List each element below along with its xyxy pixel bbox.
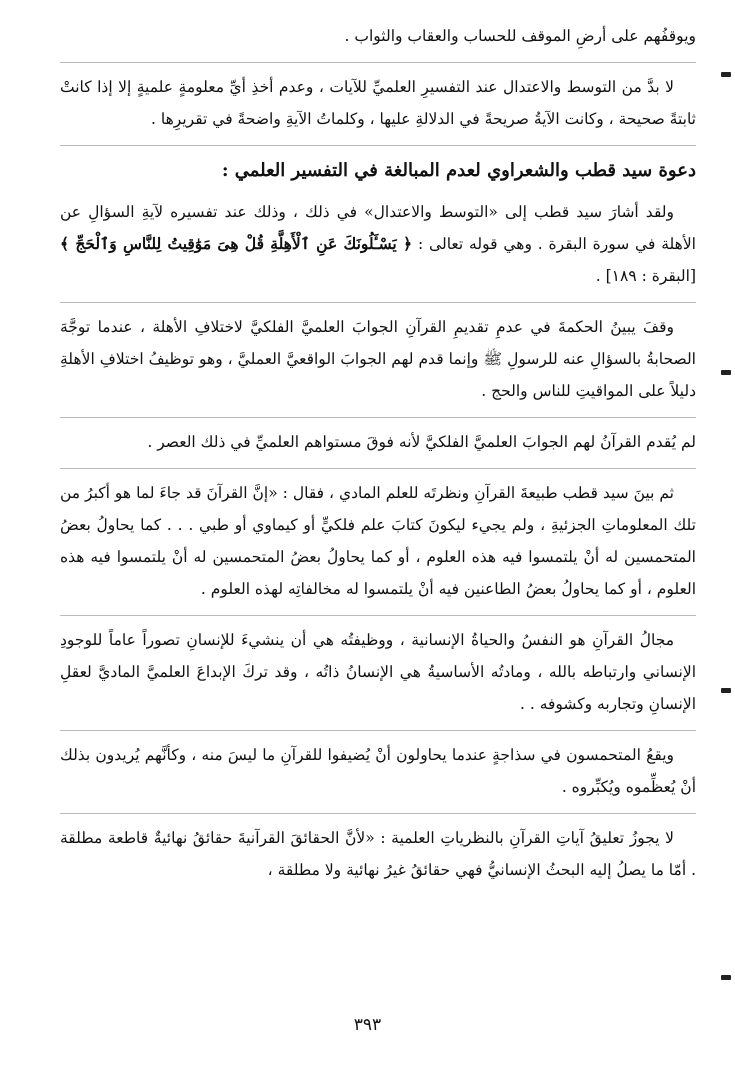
verse-reference: [البقرة : ١٨٩] . bbox=[595, 267, 696, 285]
margin-mark bbox=[721, 72, 731, 77]
page-body bbox=[60, 20, 696, 896]
paragraph-divider bbox=[60, 468, 696, 469]
paragraph-divider bbox=[60, 813, 696, 814]
margin-mark bbox=[721, 975, 731, 980]
page-number: ٣٩٣ bbox=[353, 1015, 382, 1035]
paragraph-divider bbox=[60, 730, 696, 731]
paragraph-astronomy: لم يُقدم القرآنُ لهم الجوابَ العلميَّ الفلكيَّ لأنه فوقَ مستواهم العلميِّ في ذلك العصر . bbox=[147, 433, 696, 451]
quran-verse: ﴿ يَسْـَٔلُونَكَ عَنِ ٱلْأَهِلَّةِ قُلْ هِىَ مَوَٰقِيتُ لِلنَّاسِ وَٱلْحَجِّ ﴾ bbox=[60, 234, 413, 253]
paragraph-enthusiasts: ويقعُ المتحمسون في سذاجةٍ عندما يحاولون أنْ يُضيفوا للقرآنِ ما ليسَ منه ، وكأنَّهم يُريدون بذلك أنْ يُعظِّموه ويُكبِّروه . bbox=[60, 746, 696, 796]
paragraph-scientific-theories: لا يجوزُ تعليقُ آياتِ القرآنِ بالنظرياتِ العلمية : «لأنَّ الحقائقَ القرآنيةَ حقائقُ نهائيةٌ قاطعة مطلقة . أمّا ما يصلُ إليه البحثُ الإنسانيُّ فهي حقائقُ غيرُ نهائية ولا مطلقة ، bbox=[60, 829, 696, 879]
paragraph-quran-domain: مجالُ القرآنِ هو النفسُ والحياةُ الإنسانية ، ووظيفتُه هي أن ينشيءَ للإنسانِ تصوراً عاماً للوجودِ الإنساني وارتباطه بالله ، ومادتُه الأساسيةُ هي الإنسانُ ذاتُه ، وقد تركَ الإبداعَ العلميَّ الماديَّ لعقلِ الإنسانِ وتجاربه وكشوفه . . bbox=[60, 631, 696, 713]
paragraph-intro-end: ويوقفُهم على أرضِ الموقف للحساب والعقاب والثواب . bbox=[344, 27, 696, 45]
paragraph-sayyid-qutb-reference bbox=[60, 196, 696, 292]
paragraph-text: ولقد أشارَ سيد قطب إلى «التوسط والاعتدال» في ذلك ، وذلك عند تفسيره لآيةِ السؤالِ عن الأهلة في سورة البقرة . وهي قوله تعالى : bbox=[60, 203, 696, 253]
paragraph-moderation: لا بدَّ من التوسط والاعتدال عند التفسيرِ العلميِّ للآيات ، وعدم أخذِ أيِّ معلومةٍ علميةٍ إلا إذا كانتْ ثابتةً صحيحة ، وكانت الآيةُ صريحةً في الدلالةِ عليها ، وكلماتُ الآيةِ واضحةً في تقريرِها . bbox=[60, 78, 696, 128]
margin-mark bbox=[721, 688, 731, 693]
paragraph-wisdom: وقفَ يبينُ الحكمةَ في عدمِ تقديمِ القرآنِ الجوابَ العلميَّ الفلكيَّ لاختلافِ الأهلة ، عندما توجَّهَ الصحابةُ بالسؤالِ عنه للرسولِ ﷺ وإنما قدم لهم الجوابَ الواقعيَّ العمليَّ ، وهو توظيفُ اختلافِ الأهلةِ دليلاً على المواقيتِ للناس والحج . bbox=[60, 318, 696, 400]
paragraph-divider bbox=[60, 62, 696, 63]
margin-mark bbox=[721, 370, 731, 375]
section-heading: دعوة سيد قطب والشعراوي لعدم المبالغة في التفسير العلمي : bbox=[221, 160, 696, 181]
paragraph-divider bbox=[60, 302, 696, 303]
paragraph-divider bbox=[60, 615, 696, 616]
paragraph-quran-nature: ثم بينَ سيد قطب طبيعةَ القرآنِ ونظرتَه للعلم المادي ، فقال : «إنَّ القرآنَ قد جاءَ لما هو أكبرُ من تلك المعلوماتِ الجزئيةِ ، ولم يجيء ليكونَ كتابَ علم فلكيٍّ أو كيماوي أو طبي . . . كما يحاولُ بعضُ المتحمسين له أنْ يلتمسوا فيه هذه العلوم ، أو كما يحاولُ بعضُ المتحمسين له أنْ يلتمسوا فيه هذه العلوم ، أو كما يحاولُ بعضُ الطاعنين فيه أنْ يلتمسوا له مخالفاتِه لهذه العلوم . bbox=[60, 484, 696, 598]
paragraph-divider bbox=[60, 145, 696, 146]
paragraph-divider bbox=[60, 417, 696, 418]
